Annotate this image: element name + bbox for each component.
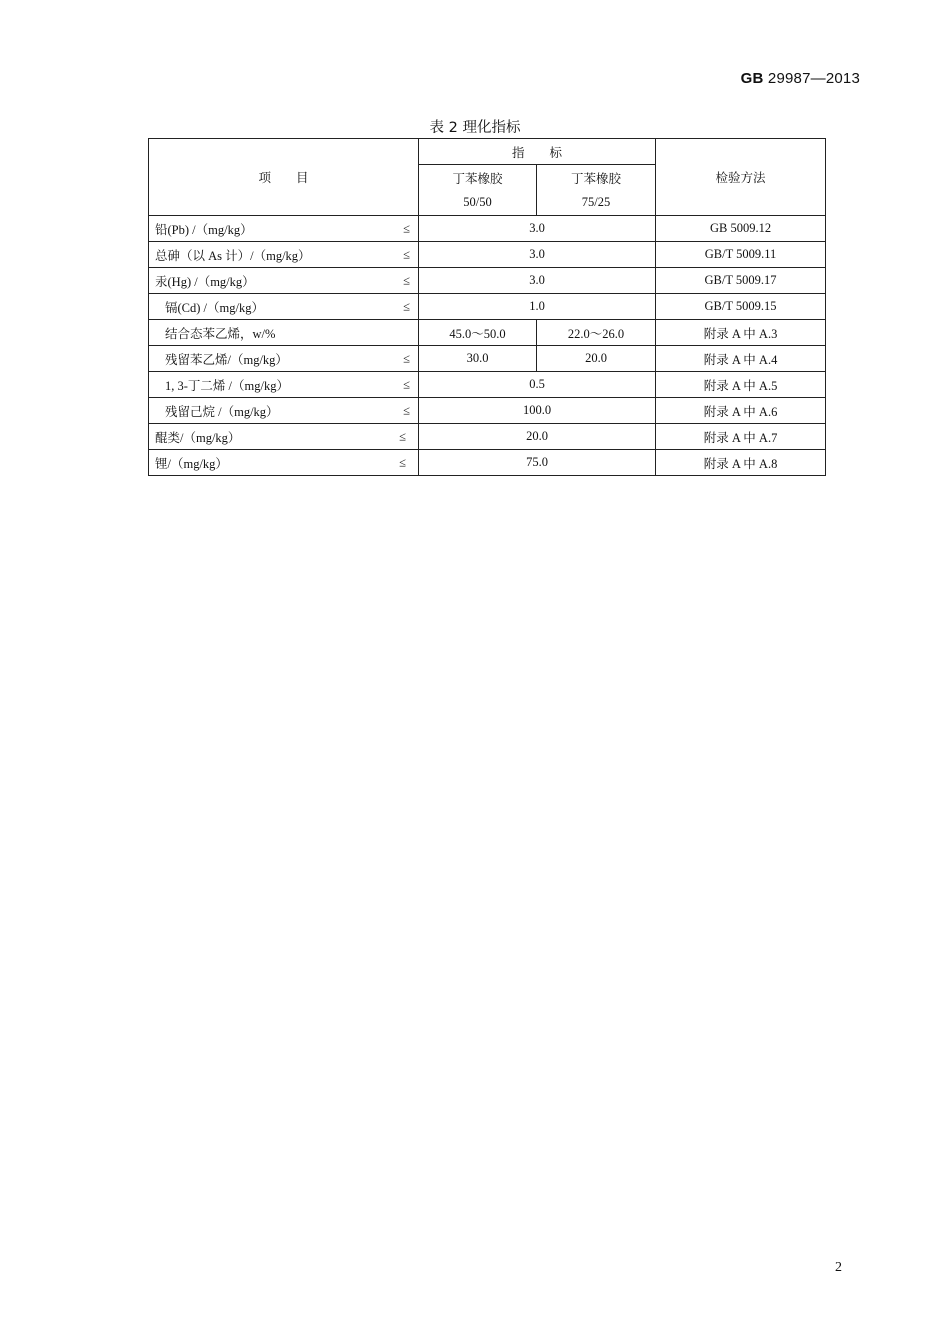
table-row (149, 424, 826, 450)
row-item-label: 残留苯乙烯/（mg/kg） (165, 352, 288, 367)
table-row (149, 216, 826, 242)
row-item-label: 汞(Hg) /（mg/kg） (155, 274, 255, 289)
table-row (149, 294, 826, 320)
row-value-2: 22.0～26.0 (537, 320, 656, 346)
row-value-2: 20.0 (537, 346, 656, 372)
row-item (149, 424, 419, 450)
table-row (149, 372, 826, 398)
row-item-label: 醌类/（mg/kg） (155, 430, 241, 445)
header-sub1-line1: 丁苯橡胶 (419, 165, 537, 191)
row-value: 1.0 (419, 294, 656, 320)
le-symbol: ≤ (399, 455, 406, 469)
table-row (149, 242, 826, 268)
header-sub2-line2: 75/25 (537, 190, 656, 216)
header-index: 指 标 (419, 139, 656, 165)
table-title: 表 2 理化指标 (429, 120, 521, 136)
row-item (149, 450, 419, 476)
row-item-label: 镉(Cd) /（mg/kg） (165, 300, 264, 315)
row-item (149, 372, 419, 398)
row-value: 3.0 (419, 242, 656, 268)
row-value: 0.5 (419, 372, 656, 398)
row-item (149, 320, 419, 346)
table-row (149, 398, 826, 424)
row-value: 75.0 (419, 450, 656, 476)
le-symbol: ≤ (399, 429, 406, 443)
standard-prefix: GB (740, 70, 764, 87)
le-symbol: ≤ (403, 299, 410, 313)
row-item-label: 结合态苯乙烯，w/% (165, 326, 276, 341)
physicochemical-table (148, 138, 826, 476)
row-item (149, 294, 419, 320)
row-method: 附录 A 中 A.4 (656, 346, 826, 372)
standard-code (741, 70, 860, 87)
row-item (149, 242, 419, 268)
row-value: 20.0 (419, 424, 656, 450)
header-row-1 (149, 139, 826, 165)
standard-number: 29987—2013 (767, 70, 860, 87)
row-item-label: 总砷（以 As 计）/（mg/kg） (155, 248, 311, 263)
row-method: GB/T 5009.15 (656, 294, 826, 320)
table-row (149, 450, 826, 476)
le-symbol: ≤ (403, 351, 410, 365)
table-row (149, 320, 826, 346)
row-item (149, 216, 419, 242)
row-value-1: 45.0～50.0 (419, 320, 537, 346)
row-method: GB/T 5009.17 (656, 268, 826, 294)
le-symbol: ≤ (403, 247, 410, 261)
row-method: 附录 A 中 A.6 (656, 398, 826, 424)
page-number: 2 (835, 1260, 842, 1275)
row-value-1: 30.0 (419, 346, 537, 372)
row-method: GB/T 5009.11 (656, 242, 826, 268)
le-symbol: ≤ (403, 403, 410, 417)
row-item-label: 锂/（mg/kg） (155, 456, 228, 471)
row-item-label: 铅(Pb) /（mg/kg） (155, 222, 253, 237)
row-value: 3.0 (419, 216, 656, 242)
row-method: 附录 A 中 A.7 (656, 424, 826, 450)
header-sub2-line1: 丁苯橡胶 (537, 165, 656, 191)
row-method: 附录 A 中 A.5 (656, 372, 826, 398)
table-row (149, 268, 826, 294)
row-value: 100.0 (419, 398, 656, 424)
row-method: GB 5009.12 (656, 216, 826, 242)
row-item (149, 398, 419, 424)
row-method: 附录 A 中 A.3 (656, 320, 826, 346)
row-item (149, 346, 419, 372)
le-symbol: ≤ (403, 377, 410, 391)
row-method: 附录 A 中 A.8 (656, 450, 826, 476)
row-item-label: 1, 3-丁二烯 /（mg/kg） (165, 378, 289, 393)
header-sub1-line2: 50/50 (419, 190, 537, 216)
le-symbol: ≤ (403, 273, 410, 287)
row-item-label: 残留己烷 /（mg/kg） (165, 404, 279, 419)
table-row (149, 346, 826, 372)
le-symbol: ≤ (403, 221, 410, 235)
row-item (149, 268, 419, 294)
row-value: 3.0 (419, 268, 656, 294)
header-method: 检验方法 (656, 139, 826, 216)
header-item: 项 目 (149, 139, 419, 216)
